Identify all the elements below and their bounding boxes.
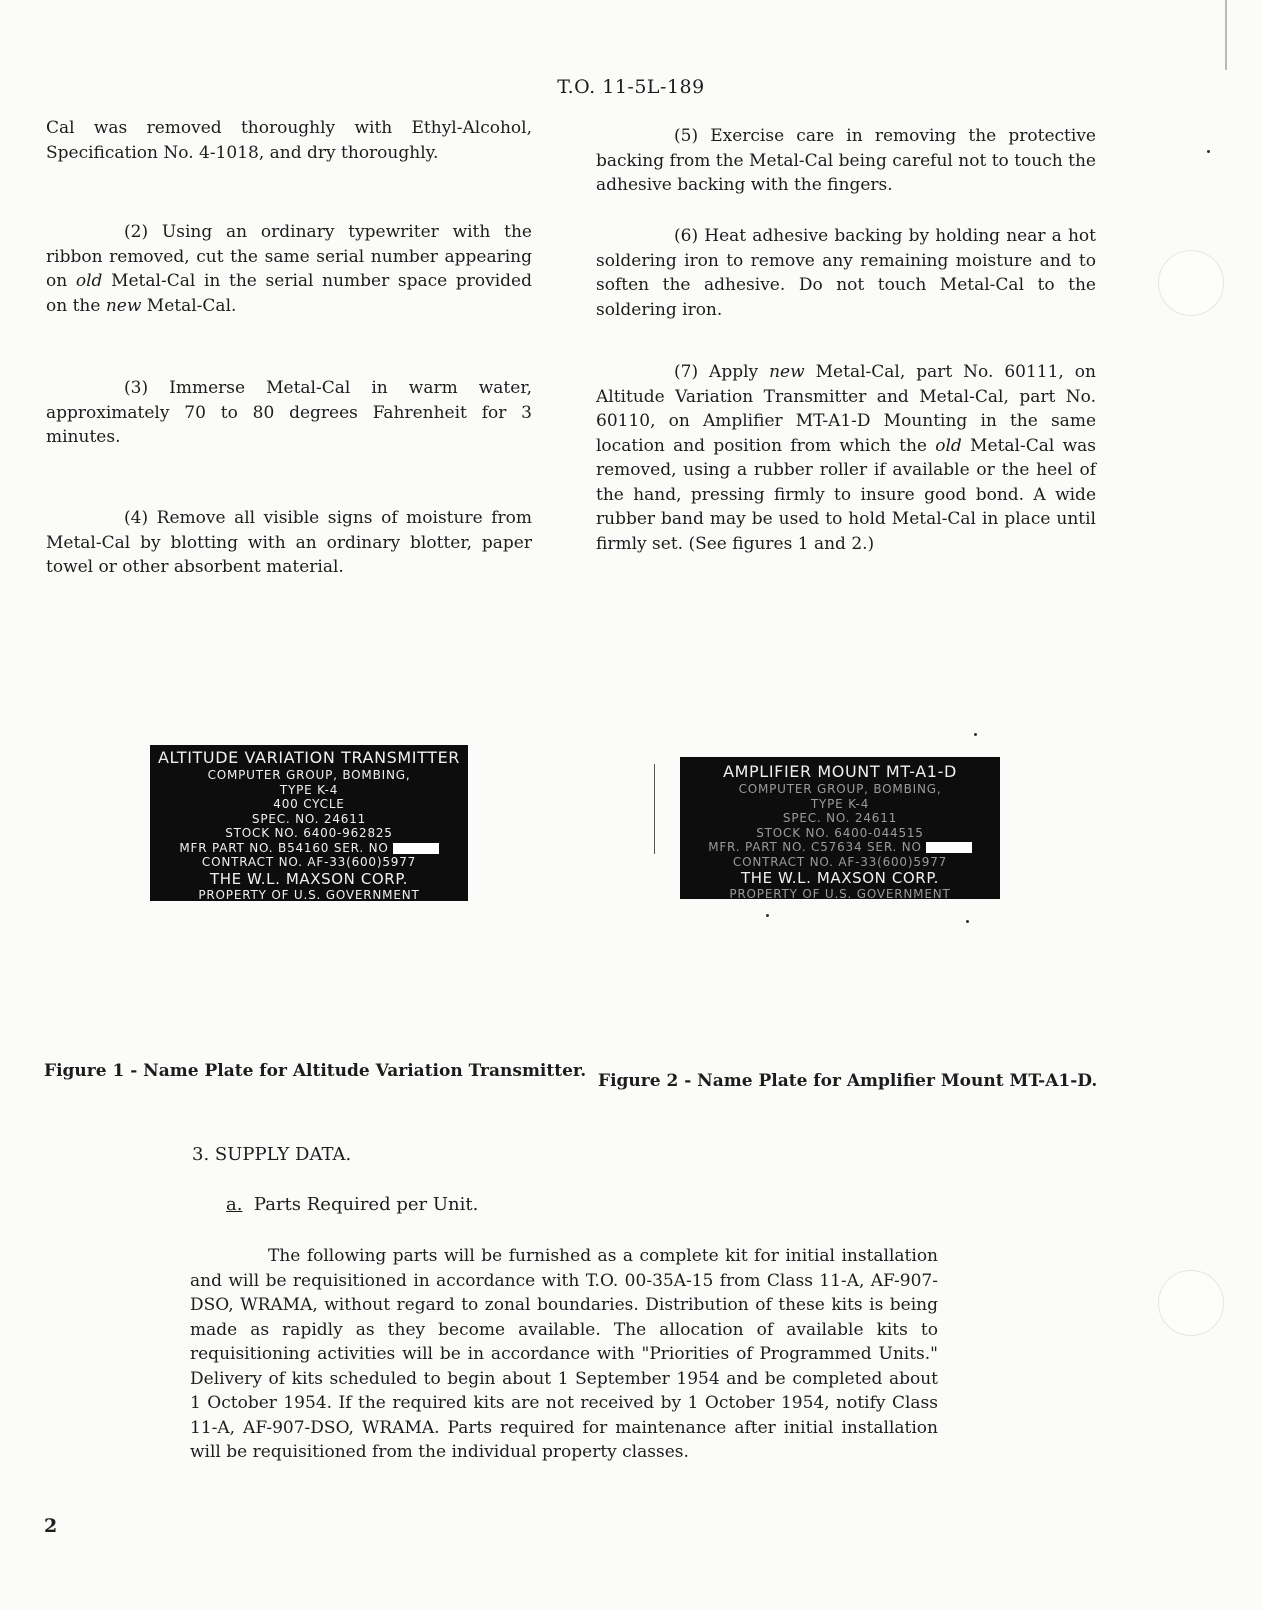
left-column [46,116,532,165]
p2-new: new [105,295,142,316]
plate1-line7: CONTRACT NO. AF-33(600)5977 [201,855,417,869]
supply-data-paragraph [190,1244,938,1465]
supply-data-text: The following parts will be furnished as a complete kit for initial installation and will be requisitioned in accordance with T.O. 00-35A-15 from Class 11-A, AF-907-DSO, WRAMA, without regard to zonal boundaries. Distribution of these kits is being made as rapidly as they become available. The allocation of available kits to requisitioning activities will be in accordance with "Priorities of Programmed Units." Delivery of kits scheduled to begin about 1 September 1954 and be completed about 1 October 1954. If the required kits are not received by 1 October 1954, notify Class 11-A, AF-907-DSO, WRAMA. Parts required for maintenance after initial installation will be requisitioned from the individual property classes. [190,1246,938,1462]
serial-number-blank [393,843,439,854]
name-plate-amplifier-mount [680,757,1000,899]
subsection-title: Parts Required per Unit. [253,1194,479,1215]
p2-text-b: Metal-Cal in the serial number space provided on the [46,271,532,316]
plate2-line1: COMPUTER GROUP, BOMBING, [738,782,942,796]
plate1-line3: 400 CYCLE [273,797,345,811]
paragraph-7 [596,360,1096,556]
subsection-letter: a. [226,1194,243,1215]
p3-text: (3) Immerse Metal-Cal in warm water, approximately 70 to 80 degrees Fahrenheit for 3 minutes. [46,378,532,447]
plate2-title: AMPLIFIER MOUNT MT-A1-D [723,762,957,781]
page-number: 2 [44,1515,58,1537]
plate1-line4: SPEC. NO. 24611 [251,811,367,826]
plate1-line5: STOCK NO. 6400-962825 [225,826,393,840]
p7-text-c: Metal-Cal was removed, using a rubber roller if available or the heel of the hand, pressing firmly to insure good bond. A wide rubber band may be used to hold Metal-Cal in place until firmly set. (See figures 1 and 2.) [596,435,1096,554]
figure-2-caption: Figure 2 - Name Plate for Amplifier Mount MT-A1-D. [598,1071,1098,1091]
name-plate-altitude-transmitter [150,745,468,901]
plate2-rivet-top [974,733,977,736]
plate2-rivet-bottom-left [766,914,769,917]
p2-text-a: (2) Using an ordinary typewriter with the ribbon removed, cut the same serial number appearing on [46,222,532,291]
p4-text: (4) Remove all visible signs of moisture from Metal-Cal by blotting with an ordinary blotter, paper towel or other absorbent material. [46,508,532,577]
plate2-line5-row [680,840,1000,855]
paragraph-5 [596,124,1096,198]
plate1-line6-row [150,841,468,856]
plate1-line2: TYPE K-4 [279,782,339,797]
plate2-owner: PROPERTY OF U.S. GOVERNMENT [729,887,951,901]
p6-text: (6) Heat adhesive backing by holding near a hot soldering iron to remove any remaining moisture and to soften the adhesive. Do not touch Metal-Cal to the soldering iron. [596,226,1096,320]
paragraph-2 [46,220,532,318]
plate1-line6: MFR PART NO. B54160 SER. NO [179,840,389,855]
paragraph-3 [46,376,532,450]
paragraph-6 [596,224,1096,322]
p2-text-c: Metal-Cal. [141,295,237,316]
document-number: T.O. 11-5L-189 [557,76,705,98]
p7-old: old [935,435,962,456]
plate2-line5: MFR. PART NO. C57634 SER. NO [708,840,922,854]
plate1-line1: COMPUTER GROUP, BOMBING, [207,768,411,782]
p7-text-a: (7) Apply [674,362,770,382]
punch-hole-top [1158,250,1224,316]
scan-line-mark [654,764,655,854]
plate2-maker: THE W.L. MAXSON CORP. [740,869,940,887]
p5-text: (5) Exercise care in removing the protective backing from the Metal-Cal being careful not to touch the adhesive backing with the fingers. [596,126,1096,195]
figure-1-caption: Figure 1 - Name Plate for Altitude Variation Transmitter. [44,1061,587,1081]
punch-hole-bottom [1158,1270,1224,1336]
plate2-line6: CONTRACT NO. AF-33(600)5977 [732,854,948,869]
plate1-title: ALTITUDE VARIATION TRANSMITTER [157,748,461,767]
plate2-rivet-bottom-right [966,920,969,923]
section-heading: 3. SUPPLY DATA. [192,1144,352,1165]
plate2-line2: TYPE K-4 [810,796,870,811]
plate1-maker: THE W.L. MAXSON CORP. [209,869,409,888]
p7-text-b: Metal-Cal, part No. 60111, on Altitude Variation Transmitter and Metal-Cal, part No. 60110, on Amplifier MT-A1-D Mounting in the same location and position from which the [596,362,1096,456]
p2-old: old [75,271,103,291]
paragraph-4 [46,506,532,580]
plate1-owner: PROPERTY OF U.S. GOVERNMENT [198,887,420,902]
plate2-line4: STOCK NO. 6400-044515 [756,825,924,840]
p7-new: new [769,362,805,382]
speck [1207,150,1210,153]
serial-number-blank-2 [926,842,972,853]
paragraph-1-continuation: Cal was removed thoroughly with Ethyl-Alcohol, Specification No. 4-1018, and dry thoroughly. [46,118,532,163]
plate2-line3: SPEC. NO. 24611 [782,811,898,825]
scan-edge-mark [1225,0,1227,70]
subsection-heading [226,1194,478,1215]
